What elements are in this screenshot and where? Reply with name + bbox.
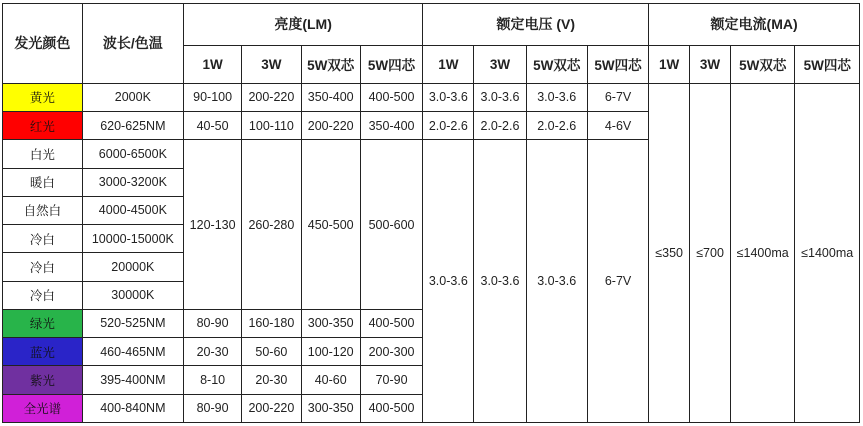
subheader: 1W <box>423 45 474 83</box>
voltage-cell: 3.0-3.6 <box>423 140 474 423</box>
brightness-cell: 90-100 <box>183 83 241 111</box>
current-cell: ≤700 <box>690 83 731 422</box>
brightness-cell: 450-500 <box>301 140 360 310</box>
brightness-cell: 300-350 <box>301 309 360 337</box>
voltage-cell: 6-7V <box>587 140 648 423</box>
brightness-cell: 120-130 <box>183 140 241 310</box>
wavelength-cell: 460-465NM <box>82 338 183 366</box>
brightness-cell: 350-400 <box>301 83 360 111</box>
brightness-cell: 160-180 <box>242 309 301 337</box>
brightness-cell: 20-30 <box>242 366 301 394</box>
brightness-cell: 80-90 <box>183 394 241 422</box>
subheader: 5W双芯 <box>731 45 795 83</box>
voltage-cell: 3.0-3.6 <box>526 140 587 423</box>
voltage-cell: 3.0-3.6 <box>474 83 526 111</box>
color-swatch-cell: 暖白 <box>3 168 83 196</box>
wavelength-cell: 400-840NM <box>82 394 183 422</box>
voltage-cell: 6-7V <box>587 83 648 111</box>
wavelength-cell: 6000-6500K <box>82 140 183 168</box>
brightness-cell: 20-30 <box>183 338 241 366</box>
brightness-cell: 200-220 <box>242 394 301 422</box>
wavelength-cell: 520-525NM <box>82 309 183 337</box>
brightness-cell: 40-50 <box>183 112 241 140</box>
brightness-cell: 70-90 <box>360 366 422 394</box>
color-swatch-cell: 绿光 <box>3 309 83 337</box>
subheader: 3W <box>474 45 526 83</box>
subheader: 3W <box>690 45 731 83</box>
table-row <box>3 83 860 111</box>
subheader: 5W四芯 <box>795 45 860 83</box>
brightness-cell: 50-60 <box>242 338 301 366</box>
header-voltage: 额定电压 (V) <box>423 4 649 46</box>
wavelength-cell: 395-400NM <box>82 366 183 394</box>
wavelength-cell: 4000-4500K <box>82 196 183 224</box>
subheader: 1W <box>183 45 241 83</box>
color-swatch-cell: 冷白 <box>3 225 83 253</box>
brightness-cell: 40-60 <box>301 366 360 394</box>
current-cell: ≤1400ma <box>731 83 795 422</box>
brightness-cell: 8-10 <box>183 366 241 394</box>
brightness-cell: 500-600 <box>360 140 422 310</box>
current-cell: ≤350 <box>649 83 690 422</box>
brightness-cell: 400-500 <box>360 83 422 111</box>
brightness-cell: 260-280 <box>242 140 301 310</box>
wavelength-cell: 10000-15000K <box>82 225 183 253</box>
color-swatch-cell: 紫光 <box>3 366 83 394</box>
color-swatch-cell: 自然白 <box>3 196 83 224</box>
brightness-cell: 100-120 <box>301 338 360 366</box>
color-swatch-cell: 冷白 <box>3 281 83 309</box>
subheader: 3W <box>242 45 301 83</box>
wavelength-cell: 2000K <box>82 83 183 111</box>
wavelength-cell: 3000-3200K <box>82 168 183 196</box>
voltage-cell: 3.0-3.6 <box>423 83 474 111</box>
subheader: 5W四芯 <box>587 45 648 83</box>
header-wavelength: 波长/色温 <box>82 4 183 84</box>
subheader: 1W <box>649 45 690 83</box>
voltage-cell: 2.0-2.6 <box>423 112 474 140</box>
brightness-cell: 80-90 <box>183 309 241 337</box>
color-swatch-cell: 蓝光 <box>3 338 83 366</box>
led-spec-table <box>2 3 860 423</box>
header-current: 额定电流(MA) <box>649 4 860 46</box>
color-swatch-cell: 黄光 <box>3 83 83 111</box>
voltage-cell: 2.0-2.6 <box>526 112 587 140</box>
brightness-cell: 200-220 <box>242 83 301 111</box>
color-swatch-cell: 全光谱 <box>3 394 83 422</box>
wavelength-cell: 620-625NM <box>82 112 183 140</box>
brightness-cell: 200-300 <box>360 338 422 366</box>
wavelength-cell: 30000K <box>82 281 183 309</box>
subheader: 5W四芯 <box>360 45 422 83</box>
header-brightness: 亮度(LM) <box>183 4 422 46</box>
color-swatch-cell: 冷白 <box>3 253 83 281</box>
voltage-cell: 3.0-3.6 <box>474 140 526 423</box>
brightness-cell: 400-500 <box>360 394 422 422</box>
subheader: 5W双芯 <box>526 45 587 83</box>
voltage-cell: 2.0-2.6 <box>474 112 526 140</box>
header-color: 发光颜色 <box>3 4 83 84</box>
voltage-cell: 3.0-3.6 <box>526 83 587 111</box>
brightness-cell: 200-220 <box>301 112 360 140</box>
wavelength-cell: 20000K <box>82 253 183 281</box>
voltage-cell: 4-6V <box>587 112 648 140</box>
brightness-cell: 300-350 <box>301 394 360 422</box>
brightness-cell: 400-500 <box>360 309 422 337</box>
brightness-cell: 350-400 <box>360 112 422 140</box>
color-swatch-cell: 红光 <box>3 112 83 140</box>
current-cell: ≤1400ma <box>795 83 860 422</box>
color-swatch-cell: 白光 <box>3 140 83 168</box>
subheader: 5W双芯 <box>301 45 360 83</box>
brightness-cell: 100-110 <box>242 112 301 140</box>
